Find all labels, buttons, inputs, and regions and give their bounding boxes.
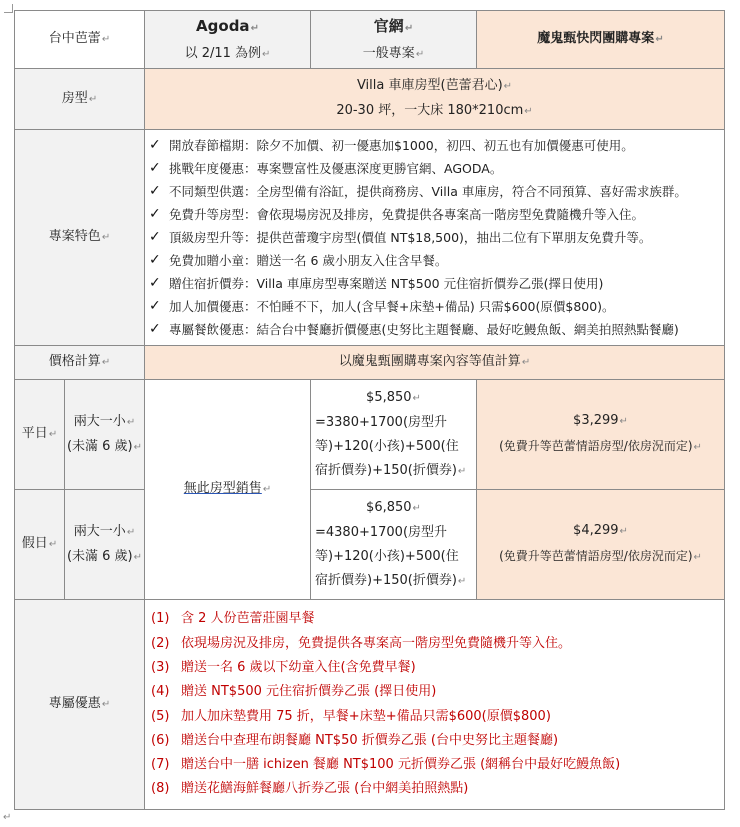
weekday-official-cell: $5,850↵ =3380+1700(房型升 等)+120(小孩)+500(住 宿折價券)+150(折價券)↵ xyxy=(311,380,477,490)
price-row xyxy=(15,346,725,380)
page-corner-mark xyxy=(4,4,13,13)
check-icon: ✓ xyxy=(149,183,161,199)
weekend-calc-line: =4380+1700(房型升 xyxy=(315,524,448,540)
header-agoda-name: Agoda xyxy=(196,16,250,35)
weekend-row xyxy=(15,490,725,600)
price-label-cell: 價格計算↵ xyxy=(15,346,145,380)
weekday-special-cell: $3,299↵ (免費升等芭蕾情語房型/依房況而定)↵ xyxy=(477,380,725,490)
header-special-cell: 魔鬼甄快閃團購專案↵ xyxy=(477,11,725,69)
agoda-none-text: 無此房型銷售 xyxy=(183,481,262,496)
weekend-label: 假日 xyxy=(21,536,48,551)
header-hotel-cell: 台中芭蕾↵ xyxy=(15,11,145,69)
features-label-cell: 專案特色↵ xyxy=(15,130,145,346)
price-label: 價格計算 xyxy=(48,354,101,369)
header-official-sub: 一般專案 xyxy=(362,45,415,61)
weekday-calc-line: 等)+120(小孩)+500(住 xyxy=(315,438,459,454)
exclusive-row xyxy=(15,600,725,810)
weekend-calc-line: 宿折價券)+150(折價券) xyxy=(315,572,457,588)
exclusive-item: (3) 贈送一名 6 歲以下幼童入住(含免費早餐) xyxy=(151,659,416,675)
feature-item: ✓ 加人加價優惠：不怕睡不下，加人(含早餐+床墊+備品) 只需$600(原價$800)。 xyxy=(149,295,724,318)
feature-item: ✓ 不同類型供選：全房型備有浴缸，提供商務房、Villa 車庫房，符合不同預算、喜好需求族群。 xyxy=(149,180,724,203)
weekend-special-note: (免費升等芭蕾情語房型/依房況而定) xyxy=(499,549,693,563)
header-hotel-name: 台中芭蕾 xyxy=(48,31,101,46)
price-note: 以魔鬼甄團購專案內容等值計算 xyxy=(338,354,521,369)
weekend-guests-cell: 兩大一小↵ (未滿 6 歲)↵ xyxy=(65,490,145,600)
check-icon: ✓ xyxy=(149,321,161,337)
weekend-calc-line: 等)+120(小孩)+500(住 xyxy=(315,548,459,564)
exclusive-label: 專屬優惠 xyxy=(48,696,101,711)
room-desc-line1: Villa 車庫房型(芭蕾君心) xyxy=(356,78,503,93)
end-paragraph-mark: ↵ xyxy=(3,812,12,823)
feature-item: ✓ 免費加贈小童：贈送一名 6 歲小朋友入住含早餐。 xyxy=(149,249,724,272)
check-icon: ✓ xyxy=(149,160,161,176)
room-label-cell: 房型↵ xyxy=(15,69,145,130)
exclusive-item: (7) 贈送台中一膳 ichizen 餐廳 NT$100 元折價券乙張 (網稱台中最好吃鰻魚飯) xyxy=(151,757,621,773)
check-icon: ✓ xyxy=(149,137,161,153)
agoda-none-cell: 無此房型銷售↵ xyxy=(145,380,311,600)
header-official-name: 官網 xyxy=(373,16,404,35)
header-row xyxy=(15,11,725,69)
weekday-label: 平日 xyxy=(21,426,48,441)
features-list-cell xyxy=(145,130,725,346)
weekday-official-total: $5,850 xyxy=(366,389,412,405)
check-icon: ✓ xyxy=(149,229,161,245)
exclusive-item: (6) 贈送台中查理布朗餐廳 NT$50 折價券乙張 (台中史努比主題餐廳) xyxy=(151,732,559,748)
exclusive-item: (5) 加人加床墊費用 75 折，早餐+床墊+備品只需$600(原價$800) xyxy=(151,708,551,724)
room-desc-cell: Villa 車庫房型(芭蕾君心)↵ 20-30 坪，一大床 180*210cm↵ xyxy=(145,69,725,130)
weekday-guests: 兩大一小 xyxy=(73,413,126,429)
weekday-calc-line: 宿折價券)+150(折價券) xyxy=(315,462,457,478)
features-label: 專案特色 xyxy=(48,229,101,244)
weekday-label-cell: 平日↵ xyxy=(15,380,65,490)
feature-item: ✓ 開放春節檔期：除夕不加價、初一優惠加$1000，初四、初五也有加價優惠可使用。 xyxy=(149,134,724,157)
weekend-special-cell: $4,299↵ (免費升等芭蕾情語房型/依房況而定)↵ xyxy=(477,490,725,600)
price-note-cell: 以魔鬼甄團購專案內容等值計算↵ xyxy=(145,346,725,380)
header-special-name: 魔鬼甄快閃團購專案 xyxy=(537,31,655,46)
header-agoda-sub: 以 2/11 為例 xyxy=(184,45,262,61)
exclusive-list xyxy=(145,601,724,807)
exclusive-item: (2) 依現場房況及排房，免費提供各專案高一階房型免費隨機升等入住。 xyxy=(151,635,572,651)
check-icon: ✓ xyxy=(149,206,161,222)
check-icon: ✓ xyxy=(149,298,161,314)
room-row xyxy=(15,69,725,130)
header-official-cell: 官網↵ 一般專案↵ xyxy=(311,11,477,69)
header-agoda-cell: Agoda↵ 以 2/11 為例↵ xyxy=(145,11,311,69)
check-icon: ✓ xyxy=(149,275,161,291)
weekend-guests: 兩大一小 xyxy=(73,523,126,539)
weekday-special-price: $3,299 xyxy=(573,413,619,428)
weekday-guests-note: (未滿 6 歲) xyxy=(66,438,133,454)
weekend-guests-note: (未滿 6 歲) xyxy=(66,548,133,564)
feature-item: ✓ 挑戰年度優惠：專案豐富性及優惠深度更勝官網、AGODA。 xyxy=(149,157,724,180)
room-desc-line2: 20-30 坪，一大床 180*210cm xyxy=(336,103,524,118)
features-list xyxy=(145,130,724,345)
check-icon: ✓ xyxy=(149,252,161,268)
weekday-guests-cell: 兩大一小↵ (未滿 6 歲)↵ xyxy=(65,380,145,490)
exclusive-list-cell xyxy=(145,600,725,810)
exclusive-item: (8) 贈送花鱔海鮮餐廳八折券乙張 (台中網美拍照熱點) xyxy=(151,781,469,797)
feature-item: ✓ 頂級房型升等：提供芭蕾瓊宇房型(價值 NT$18,500)，抽出二位有下單朋友免費升等。 xyxy=(149,226,724,249)
feature-item: ✓ 專屬餐飲優惠：結合台中餐廳折價優惠(史努比主題餐廳、最好吃鰻魚飯、網美拍照熱點餐廳) xyxy=(149,318,724,341)
weekend-official-total: $6,850 xyxy=(366,499,412,515)
weekend-official-cell: $6,850↵ =4380+1700(房型升 等)+120(小孩)+500(住 宿折價券)+150(折價券)↵ xyxy=(311,490,477,600)
exclusive-item: (4) 贈送 NT$500 元住宿折價券乙張 (擇日使用) xyxy=(151,684,437,700)
exclusive-label-cell: 專屬優惠↵ xyxy=(15,600,145,810)
comparison-table xyxy=(14,10,725,810)
exclusive-item: (1) 含 2 人份芭蕾莊園早餐 xyxy=(151,611,315,627)
feature-item: ✓ 贈住宿折價券：Villa 車庫房型專案贈送 NT$500 元住宿折價券乙張(擇日使用) xyxy=(149,272,724,295)
feature-item: ✓ 免費升等房型：會依現場房況及排房，免費提供各專案高一階房型免費隨機升等入住。 xyxy=(149,203,724,226)
features-row xyxy=(15,130,725,346)
weekday-special-note: (免費升等芭蕾情語房型/依房況而定) xyxy=(499,439,693,453)
weekday-calc-line: =3380+1700(房型升 xyxy=(315,414,448,430)
weekday-row xyxy=(15,380,725,490)
weekend-label-cell: 假日↵ xyxy=(15,490,65,600)
weekend-special-price: $4,299 xyxy=(573,523,619,538)
room-label: 房型 xyxy=(61,90,88,106)
